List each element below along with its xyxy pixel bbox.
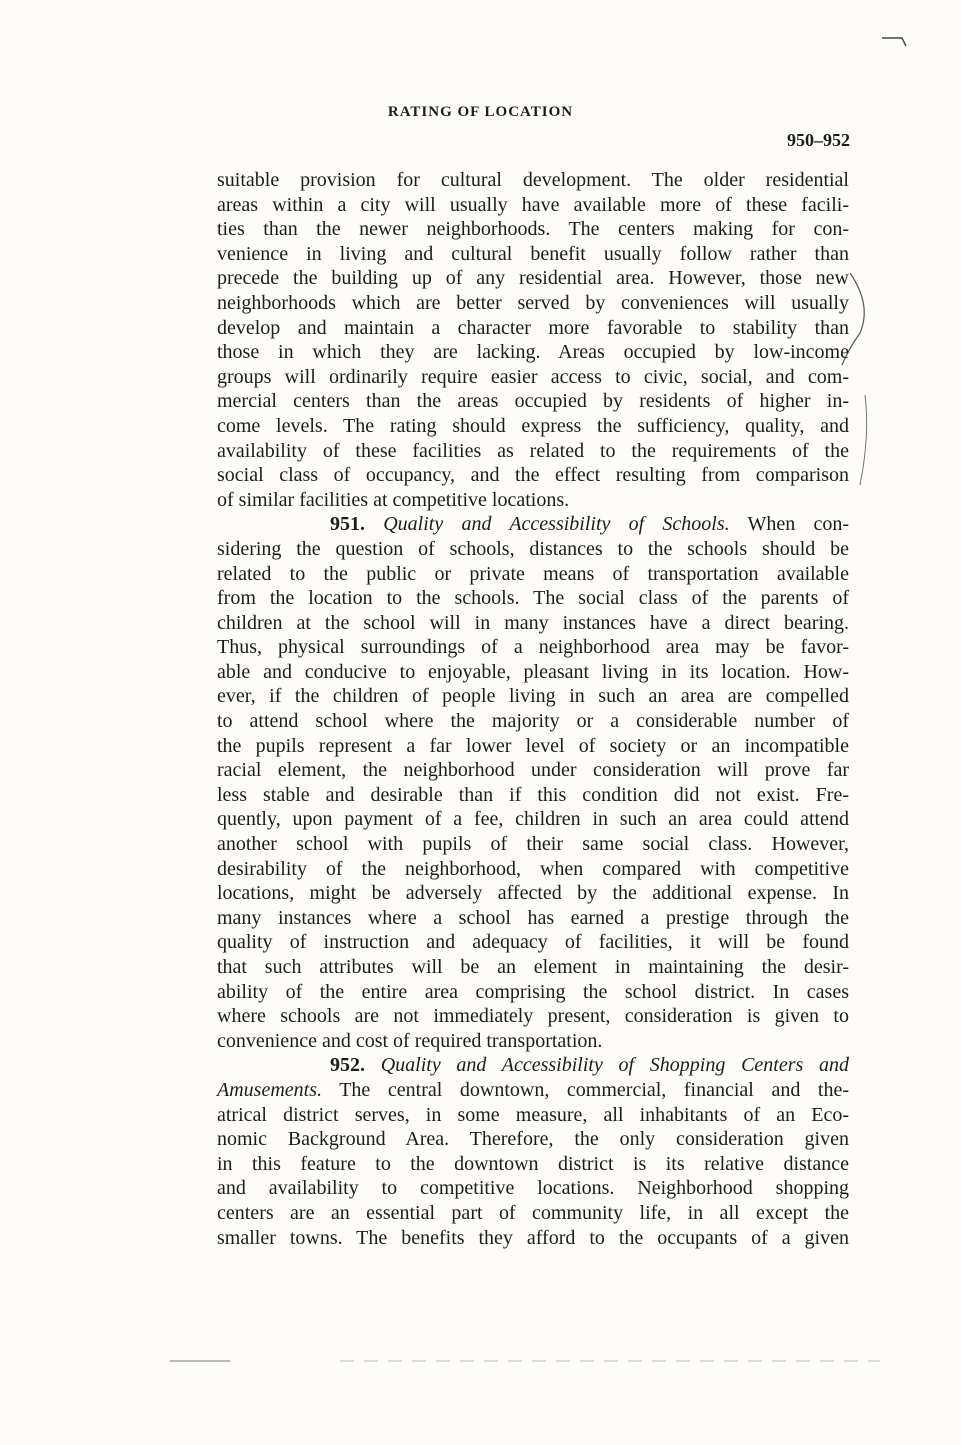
text-fragment: The central downtown, commercial, financial and the- [339,1078,849,1101]
text-line: venience in living and cultural benefit usually follow rather than [217,242,849,265]
text-line: and availability to competitive locations. Neighborhood shopping [217,1177,849,1200]
text-line: locations, might be adversely affected by the additional expense. In [217,882,849,905]
text-line: precede the building up of any residential area. However, those new [217,267,849,290]
section-952-second-line [217,1078,849,1103]
text-line: suitable provision for cultural development. The older residential [217,169,849,191]
section-number: 952. [330,1054,365,1077]
text-line: atrical district serves, in some measure, all inhabitants of an Eco- [217,1103,849,1126]
text-line: come levels. The rating should express the sufficiency, quality, and [217,414,849,437]
text-line: in this feature to the downtown district is its relative distance [217,1152,849,1175]
section-952-heading-line [217,1053,849,1078]
body-text [217,168,849,1250]
text-line: ability of the entire area comprising the school district. In cases [217,980,849,1003]
text-line: quently, upon payment of a fee, children in such an area could attend [217,808,849,831]
text-line: able and conducive to enjoyable, pleasant living in its location. How- [217,660,849,683]
text-line: mercial centers than the areas occupied by residents of higher in- [217,390,849,413]
text-line: another school with pupils of their same social class. However, [217,833,849,856]
text-line: ties than the newer neighborhoods. The centers making for con- [217,218,849,241]
text-line: availability of these facilities as related to the requirements of the [217,439,849,462]
section-heading: Quality and Accessibility of Shopping Centers and [380,1054,849,1077]
text-line: nomic Background Area. Therefore, the only consideration given [217,1128,849,1151]
text-line: desirability of the neighborhood, when compared with competitive [217,857,849,880]
text-line: convenience and cost of required transportation. [217,1029,603,1052]
text-line: neighborhoods which are better served by conveniences will usually [217,291,849,314]
section-951-heading-line [217,512,849,537]
text-line: related to the public or private means of transportation available [217,562,849,585]
text-line: social class of occupancy, and the effect resulting from comparison [217,464,849,487]
bottom-edge-marks [60,1355,900,1367]
section-number: 951. [330,513,365,536]
text-line: Thus, physical surroundings of a neighborhood area may be favor- [217,636,849,659]
text-line: less stable and desirable than if this condition did not exist. Fre- [217,783,849,806]
text-line: from the location to the schools. The social class of the parents of [217,587,849,610]
text-line: groups will ordinarily require easier access to civic, social, and com- [217,365,849,388]
text-line: those in which they are lacking. Areas occupied by low-income [217,341,849,364]
text-fragment: When con- [747,513,850,536]
text-line: that such attributes will be an element in maintaining the desir- [217,956,849,978]
section-heading: Quality and Accessibility of Schools. [383,513,730,536]
text-line: centers are an essential part of community life, in all except the [217,1201,849,1224]
text-line: many instances where a school has earned a prestige through the [217,906,849,929]
text-line: ever, if the children of people living in such an area are compelled [217,685,849,708]
text-line: to attend school where the majority or a considerable number of [217,710,849,733]
text-line: children at the school will in many instances have a direct bearing. [217,611,849,634]
text-line: where schools are not immediately present, consideration is given to [217,1005,849,1028]
text-line: the pupils represent a far lower level of society or an incompatible [217,734,849,757]
text-line: smaller towns. The benefits they afford to the occupants of a given [217,1226,849,1249]
text-line: racial element, the neighborhood under consideration will prove far [217,759,849,782]
page-range: 950–952 [787,130,850,150]
section-heading-continued: Amusements. [217,1078,322,1101]
text-line: sidering the question of schools, distances to the schools should be [217,537,849,560]
page-header-title: RATING OF LOCATION [387,104,574,120]
text-line: develop and maintain a character more favorable to stability than [217,316,849,339]
text-line: of similar facilities at competitive locations. [217,488,570,511]
text-line: quality of instruction and adequacy of facilities, it will be found [217,931,849,954]
corner-mark [880,32,920,52]
text-line: areas within a city will usually have available more of these facili- [217,193,849,216]
